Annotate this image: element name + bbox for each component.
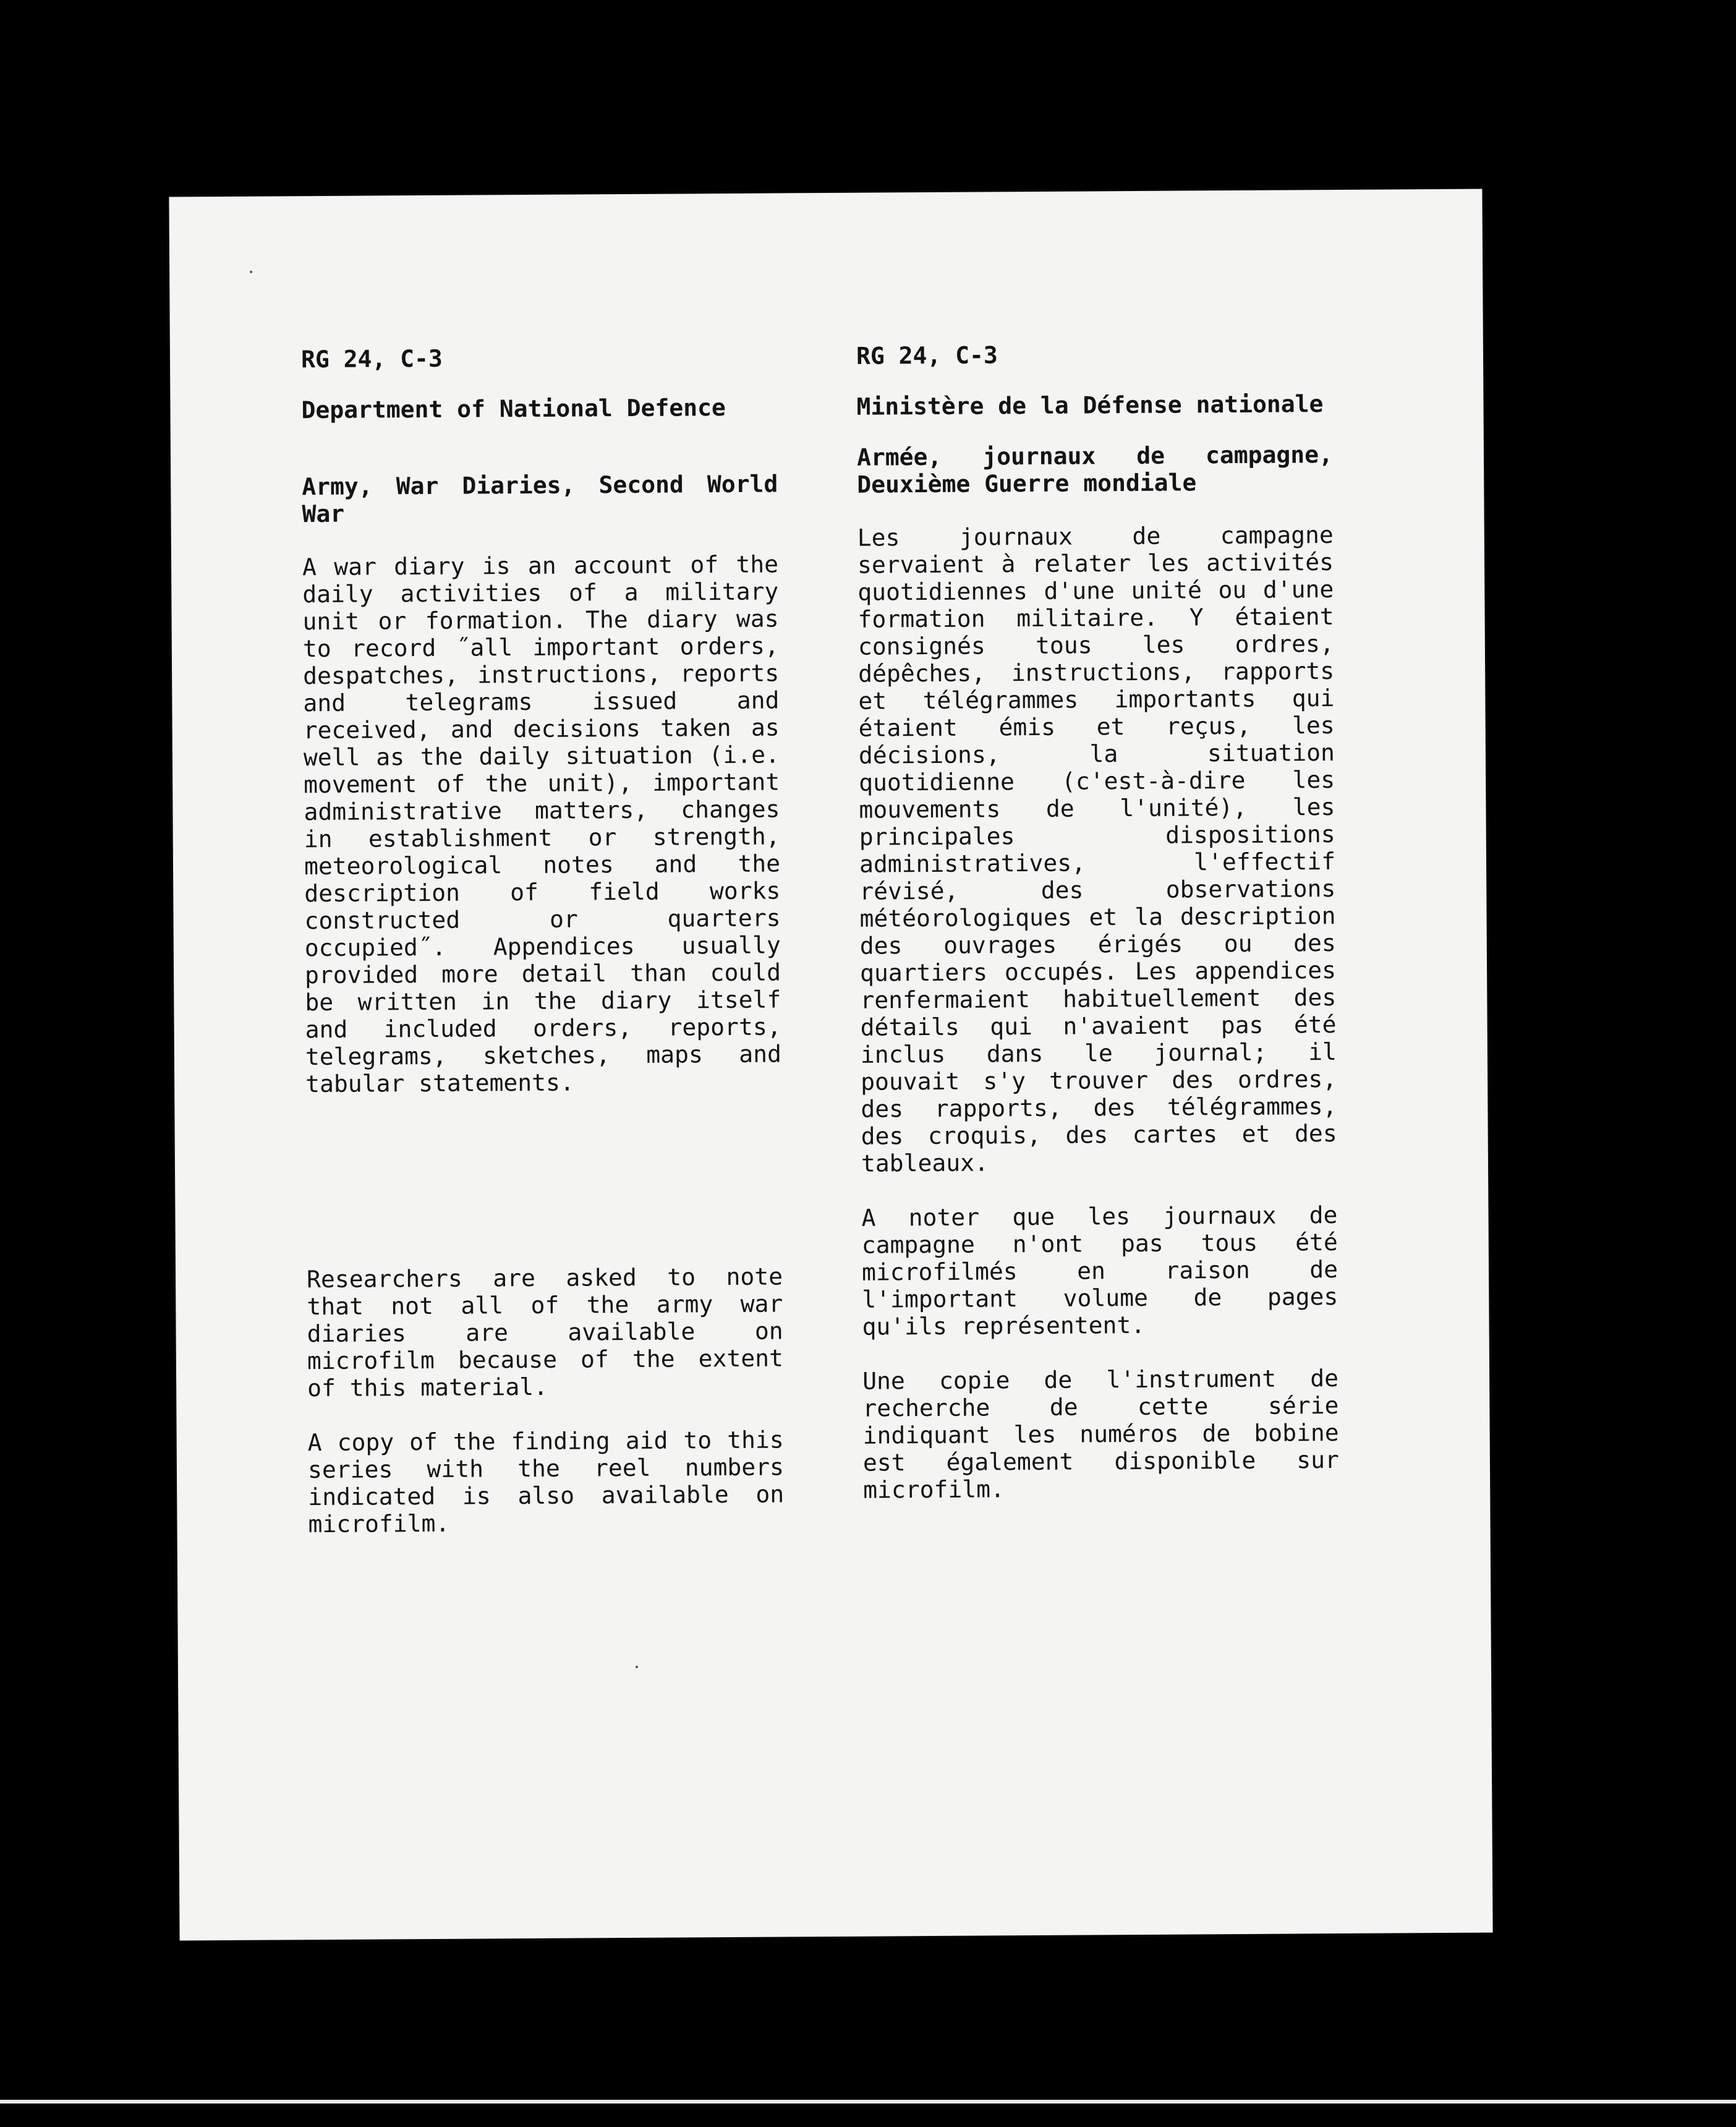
english-description: A war diary is an account of the daily activities of a military unit or formation. The diary was to record ˝all important orders, despatches, instructions, reports and telegrams issued and received, and decisions taken as well as the daily situation (i.e. movement of the unit), important administrative matters, changes in establishment or strength, meteorological notes and the description of field works constructed or quarters occupied˝. Appendices usually provided more detail than could be written in the diary itself and included orders, reports, telegrams, sketches, maps and tabular statements.: [302, 550, 782, 1098]
english-series-title: Army, War Diaries, Second World War: [302, 470, 778, 528]
french-column: [856, 339, 1340, 1527]
film-edge-line: [0, 2100, 1736, 2104]
english-department: Department of National Defence: [301, 394, 726, 424]
french-reference: RG 24, C-3: [856, 341, 998, 370]
english-note-finding-aid: A copy of the finding aid to this series with the reel numbers indicated is also available on microfilm.: [307, 1426, 785, 1538]
english-column: [301, 343, 785, 1562]
french-note-microfilm: A noter que les journaux de campagne n'ont pas tous été microfilmés en raison de l'important volume de pages qu'ils représentent.: [861, 1201, 1338, 1341]
dust-speck: [636, 1666, 638, 1668]
english-reference: RG 24, C-3: [300, 344, 443, 373]
english-note-microfilm: Researchers are asked to note that not all of the army war diaries are available on microfilm because of the extent of this material.: [306, 1263, 784, 1402]
french-department: Ministère de la Défense nationale: [856, 390, 1324, 420]
french-note-finding-aid: Une copie de l'instrument de recherche de cette série indiquant les numéros de bobine est également disponible sur microfilm.: [862, 1364, 1340, 1504]
french-description: Les journaux de campagne servaient à relater les activités quotidiennes d'une unité ou d'une formation militaire. Y étaient consignés tous les ordres, dépêches, instructions, rapports et télégrammes importants qui étaient émis et reçus, les décisions, la situation quotidienne (c'est-à-dire les mouvements de l'unité), les principales dispositions administratives, l'effectif révisé, des observations météorologiques et la description des ouvrages érigés ou des quartiers occupés. Les appendices renfermaient habituellement des détails qui n'avaient pas été inclus dans le journal; il pouvait s'y trouver des ordres, des rapports, des télégrammes, des croquis, des cartes et des tableaux.: [857, 521, 1337, 1177]
french-series-title: Armée, journaux de campagne, Deuxième Guerre mondiale: [856, 441, 1334, 498]
dust-speck: [250, 271, 252, 273]
document-page: [169, 189, 1492, 1941]
